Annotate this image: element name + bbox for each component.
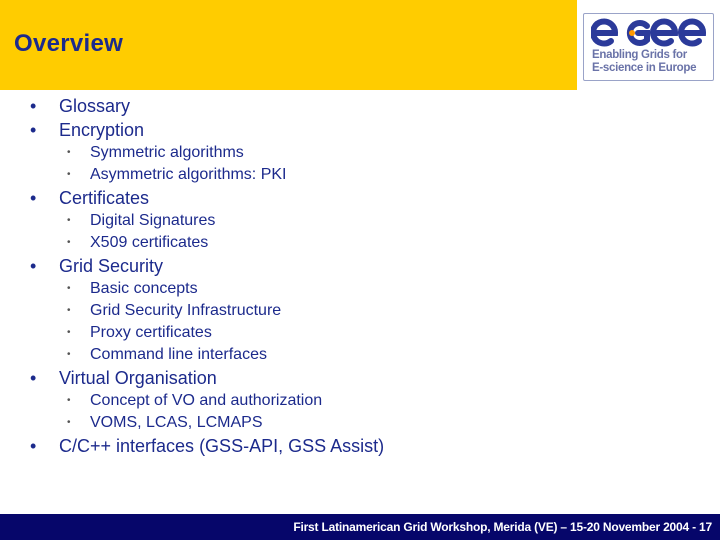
outline-item bbox=[0, 188, 720, 212]
outline-item-label: Glossary bbox=[59, 96, 131, 116]
page-title: Overview bbox=[14, 30, 124, 57]
sub-bullet-icon: • bbox=[67, 417, 71, 428]
outline-subitem bbox=[0, 392, 720, 414]
outline-subitem-label: VOMS, LCAS, LCMAPS bbox=[90, 414, 263, 431]
sub-bullet-icon: • bbox=[67, 349, 71, 360]
outline-subitem-label: Command line interfaces bbox=[90, 346, 267, 363]
outline-subitem-label: Digital Signatures bbox=[90, 212, 216, 229]
logo-tagline-2: E-science in Europe bbox=[592, 62, 697, 74]
outline-item bbox=[0, 96, 720, 120]
sub-bullet-icon: • bbox=[67, 147, 71, 158]
outline-list bbox=[0, 96, 720, 460]
outline-subitem bbox=[0, 166, 720, 188]
sub-bullet-icon: • bbox=[67, 237, 71, 248]
bullet-icon: • bbox=[30, 96, 37, 116]
outline-subitem bbox=[0, 302, 720, 324]
sub-bullet-icon: • bbox=[67, 305, 71, 316]
outline-subitem-label: Grid Security Infrastructure bbox=[90, 302, 282, 319]
bullet-icon: • bbox=[30, 368, 37, 388]
sub-bullet-icon: • bbox=[67, 215, 71, 226]
sub-bullet-icon: • bbox=[67, 169, 71, 180]
outline-subitem bbox=[0, 414, 720, 436]
outline-item bbox=[0, 120, 720, 144]
bullet-icon: • bbox=[30, 188, 37, 208]
outline-subitem-label: X509 certificates bbox=[90, 234, 209, 251]
outline-subitem bbox=[0, 324, 720, 346]
egee-logo bbox=[583, 13, 714, 81]
outline-subitem bbox=[0, 144, 720, 166]
outline-subitem bbox=[0, 212, 720, 234]
sub-bullet-icon: • bbox=[67, 395, 71, 406]
bullet-icon: • bbox=[30, 436, 37, 456]
outline-subitem-label: Asymmetric algorithms: PKI bbox=[90, 166, 287, 183]
outline-subitem bbox=[0, 234, 720, 256]
outline-item-label: Certificates bbox=[59, 188, 150, 208]
outline-item-label: Virtual Organisation bbox=[59, 368, 217, 388]
egee-logo-icon bbox=[591, 18, 709, 48]
outline-item-label: Encryption bbox=[59, 120, 145, 140]
outline-item bbox=[0, 256, 720, 280]
outline-subitem bbox=[0, 346, 720, 368]
outline-item-label: Grid Security bbox=[59, 256, 164, 276]
header-band bbox=[0, 0, 577, 90]
outline-subitem bbox=[0, 280, 720, 302]
bullet-icon: • bbox=[30, 256, 37, 276]
footer-bar bbox=[0, 514, 720, 540]
footer-text: First Latinamerican Grid Workshop, Merida (VE) – 15-20 November 2004 - 17 bbox=[293, 520, 712, 534]
outline-subitem-label: Basic concepts bbox=[90, 280, 198, 297]
outline-subitem-label: Proxy certificates bbox=[90, 324, 212, 341]
outline-subitem-label: Concept of VO and authorization bbox=[90, 392, 323, 409]
sub-bullet-icon: • bbox=[67, 327, 71, 338]
logo-tagline-1: Enabling Grids for bbox=[592, 49, 687, 61]
outline-item bbox=[0, 436, 720, 460]
outline-subitem-label: Symmetric algorithms bbox=[90, 144, 244, 161]
outline-item bbox=[0, 368, 720, 392]
sub-bullet-icon: • bbox=[67, 283, 71, 294]
outline-item-label: C/C++ interfaces (GSS-API, GSS Assist) bbox=[59, 436, 385, 456]
bullet-icon: • bbox=[30, 120, 37, 140]
